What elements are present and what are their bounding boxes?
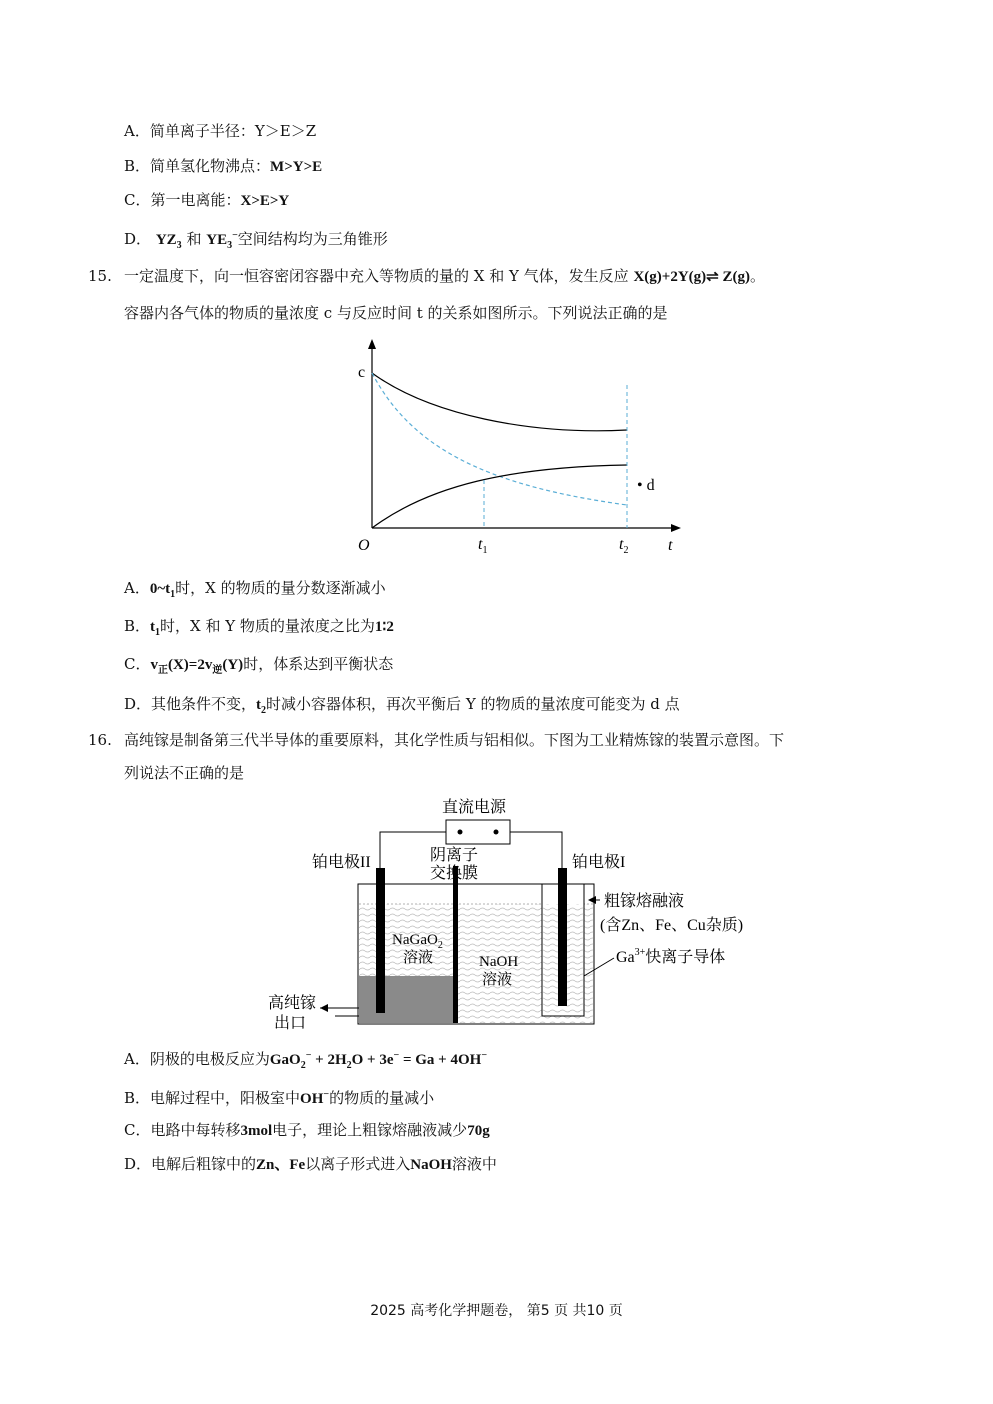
anion-exchange-membrane	[453, 866, 458, 1023]
q15-number: 15.	[88, 267, 112, 285]
power-label: 直流电源	[442, 799, 507, 816]
x-axis-arrow	[671, 524, 681, 532]
q15-option-b: B．$t_1$时，X 和 Y 物质的量浓度之比为1∶2	[124, 617, 394, 638]
q16-stem-line1: 高纯镓是制备第三代半导体的重要原料，其化学性质与铝相似。下图为工业精炼镓的装置示意图。下	[124, 731, 785, 749]
platinum-electrode-i	[558, 868, 567, 1006]
q14-option-d: D． $YZ_3$ 和 $YE_3^-$空间结构均为三角锥形	[124, 230, 388, 251]
point-d-label: • d	[637, 477, 655, 494]
q16-stem-line2: 列说法不正确的是	[124, 764, 245, 782]
q14-option-b: B．简单氢化物沸点：M>Y>E	[124, 157, 323, 175]
concentration-time-graph	[350, 335, 690, 560]
q15-stem-line1: 一定温度下，向一恒容密闭容器中充入等物质的量的 X 和 Y 气体，发生反应 X(g)+2Y(g)⇌ Z(g)。	[124, 267, 765, 285]
naoh-label: NaOH	[479, 954, 519, 970]
q14-option-a: A．简单离子半径：Y＞E＞Z	[124, 122, 317, 140]
q16-number: 16.	[88, 731, 112, 749]
dashed-curve	[372, 373, 627, 505]
page-footer: 2025 高考化学押题卷， 第5 页 共10 页	[370, 1303, 623, 1319]
q14-option-c: C．第一电离能：X>E>Y	[124, 191, 290, 209]
q15-option-d: D．其他条件不变，$t_2$时减小容器体积，再次平衡后 Y 的物质的量浓度可能变为 d 点	[124, 695, 680, 716]
platinum-electrode-ii	[376, 868, 385, 1013]
q16-option-a: A．阴极的电极反应为$GaO_2^- + 2H_2O + 3e^- = Ga + 4OH^-$	[124, 1050, 488, 1071]
t1-label: $t_1$	[478, 536, 488, 556]
crude-gallium-label: 粗镓熔融液	[604, 893, 685, 910]
crude-impurities-label: (含Zn、Fe、Cu杂质)	[600, 917, 744, 934]
rising-curve	[372, 465, 627, 528]
t2-label: $t_2$	[619, 536, 629, 556]
membrane-label-line1: 阴离子	[430, 847, 479, 864]
y-axis-arrow	[368, 339, 376, 349]
y-axis-label: c	[358, 364, 366, 381]
q16-option-c: C．电路中每转移3mol电子，理论上粗镓熔融液减少70g	[124, 1121, 490, 1139]
membrane-label-line2: 交换膜	[430, 865, 479, 882]
outlet-label-line1: 高纯镓	[268, 995, 317, 1012]
origin-label: O	[358, 537, 370, 554]
wire-right	[510, 832, 562, 868]
nagao2-label: NaGaO$_2$	[392, 932, 443, 951]
power-source	[446, 820, 510, 844]
electrolysis-diagram	[260, 792, 760, 1037]
q15-option-a: A．$0\sim t_1$时，X 的物质的量分数逐渐减小	[124, 579, 386, 600]
pure-gallium-layer	[359, 976, 455, 1023]
q16-option-d: D．电解后粗镓中的Zn、Fe以离子形式进入NaOH溶液中	[124, 1155, 497, 1173]
upper-curve	[372, 373, 627, 431]
nagao2-solution-label: 溶液	[403, 950, 434, 966]
q15-stem-line2: 容器内各气体的物质的量浓度 c 与反应时间 t 的关系如图所示。下列说法正确的是	[124, 304, 668, 322]
naoh-solution-label: 溶液	[482, 972, 513, 988]
outlet-label-line2: 出口	[274, 1015, 307, 1032]
q15-option-c: C．$v_正(X)=2v_逆(Y)$时，体系达到平衡状态	[124, 655, 394, 676]
electrode-ii-label: 铂电极II	[312, 854, 371, 871]
ga-conductor-label: $Ga^{3+}$快离子导体	[616, 947, 726, 966]
electrode-i-label: 铂电极I	[572, 854, 626, 871]
q16-option-b: B．电解过程中，阳极室中OH−的物质的量减小	[124, 1089, 435, 1107]
q15-reaction: X(g)+2Y(g)⇌ Z(g)	[633, 269, 750, 285]
x-axis-label: t	[668, 537, 673, 554]
